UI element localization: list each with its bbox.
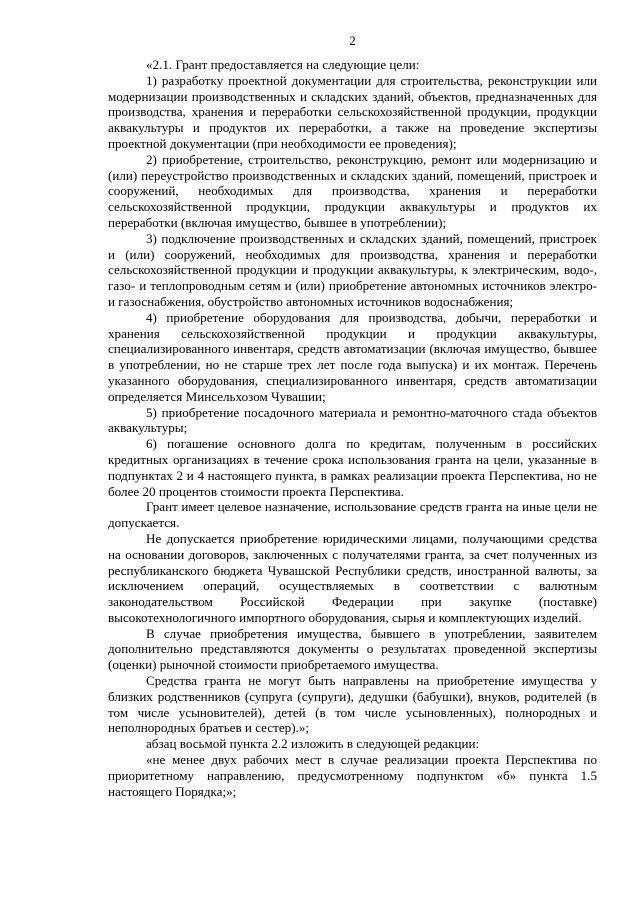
paragraph-item-5: 5) приобретение посадочного материала и ремонтно-маточного стада объектов аквакультуры; — [108, 404, 597, 436]
paragraph-relatives-restriction: Средства гранта не могут быть направлены на приобретение имущества у близких родственников (супруга (супруги), дедушки (бабушки), внуков, родителей (в том числе усыновителей), детей (в том числе усыновленных), полнородных и неполнородных братьев и сестер).»; — [108, 673, 597, 736]
paragraph-item-6: 6) погашение основного долга по кредитам, полученным в российских кредитных организациях в течение срока использования гранта на цели, указанные в подпунктах 2 и 4 настоящего пункта, в рамках реализации проекта Перспектива, но не более 20 процентов стоимости проекта Перспектива. — [108, 436, 597, 499]
paragraph-item-1: 1) разработку проектной документации для строительства, реконструкции или модернизации производственных и складских зданий, объектов, предназначенных для производства, хранения и переработки сельскохозяйственной продукции, продукции аквакультуры и продуктов их переработки, а также на проведение экспертизы проектной документации (при необходимости ее проведения); — [108, 72, 597, 151]
paragraph-amendment-instruction: абзац восьмой пункта 2.2 изложить в следующей редакции: — [146, 736, 480, 752]
paragraph-used-property: В случае приобретения имущества, бывшего в употреблении, заявителем дополнительно представляются документы о результатах проведенной экспертизы (оценки) рыночной стоимости приобретаемого имущества. — [108, 625, 597, 673]
paragraph-grant-purposes-intro: «2.1. Грант предоставляется на следующие цели: — [146, 57, 420, 72]
paragraph-item-3: 3) подключение производственных и складских зданий, помещений, пристроек и (или) сооружений, необходимых для производства, хранения и переработки сельскохозяйственной продукции и продукции аквакультуры, к электрическим, водо-, газо- и теплопроводным сетям и (или) приобретение автономных источников электро- и газоснабжения, обустройство автономных источников водоснабжения; — [108, 230, 597, 309]
paragraph-item-4: 4) приобретение оборудования для производства, добычи, переработки и хранения сельскохозяйственной продукции и продукции аквакультуры, специализированного инвентаря, средств автоматизации (включая имущество, бывшее в употреблении, но не старше трех лет после года выпуска) и их монтаж. Перечень указанного оборудования, специализированного инвентаря, средств автоматизации определяется Минсельхозом Чувашии; — [108, 309, 597, 404]
paragraph-amendment-text: «не менее двух рабочих мест в случае реализации проекта Перспектива по приоритетному направлению, предусмотренному подпунктом «б» пункта 1.5 настоящего Порядка;»; — [108, 752, 597, 799]
paragraph-target-use: Грант имеет целевое назначение, использование средств гранта на иные цели не допускается. — [108, 499, 597, 531]
paragraph-currency-restriction: Не допускается приобретение юридическими лицами, получающими средства на основании договоров, заключенных с получателями гранта, за счет полученных из республиканского бюджета Чувашской Республики средств, иностранной валюты, за исключением операций, осуществляемых в соответствии с валютным законодательством Российской Федерации при закупке (поставке) высокотехнологичного импортного оборудования, сырья и комплектующих изделий. — [108, 530, 597, 625]
page-number: 2 — [349, 33, 356, 48]
paragraph-item-2: 2) приобретение, строительство, реконструкцию, ремонт или модернизацию и (или) переустройство производственных и складских зданий, помещений, пристроек и сооружений, необходимых для производства, хранения и переработки сельскохозяйственной продукции, продукции аквакультуры и продуктов их переработки (включая имущество, бывшее в употреблении); — [108, 151, 597, 230]
